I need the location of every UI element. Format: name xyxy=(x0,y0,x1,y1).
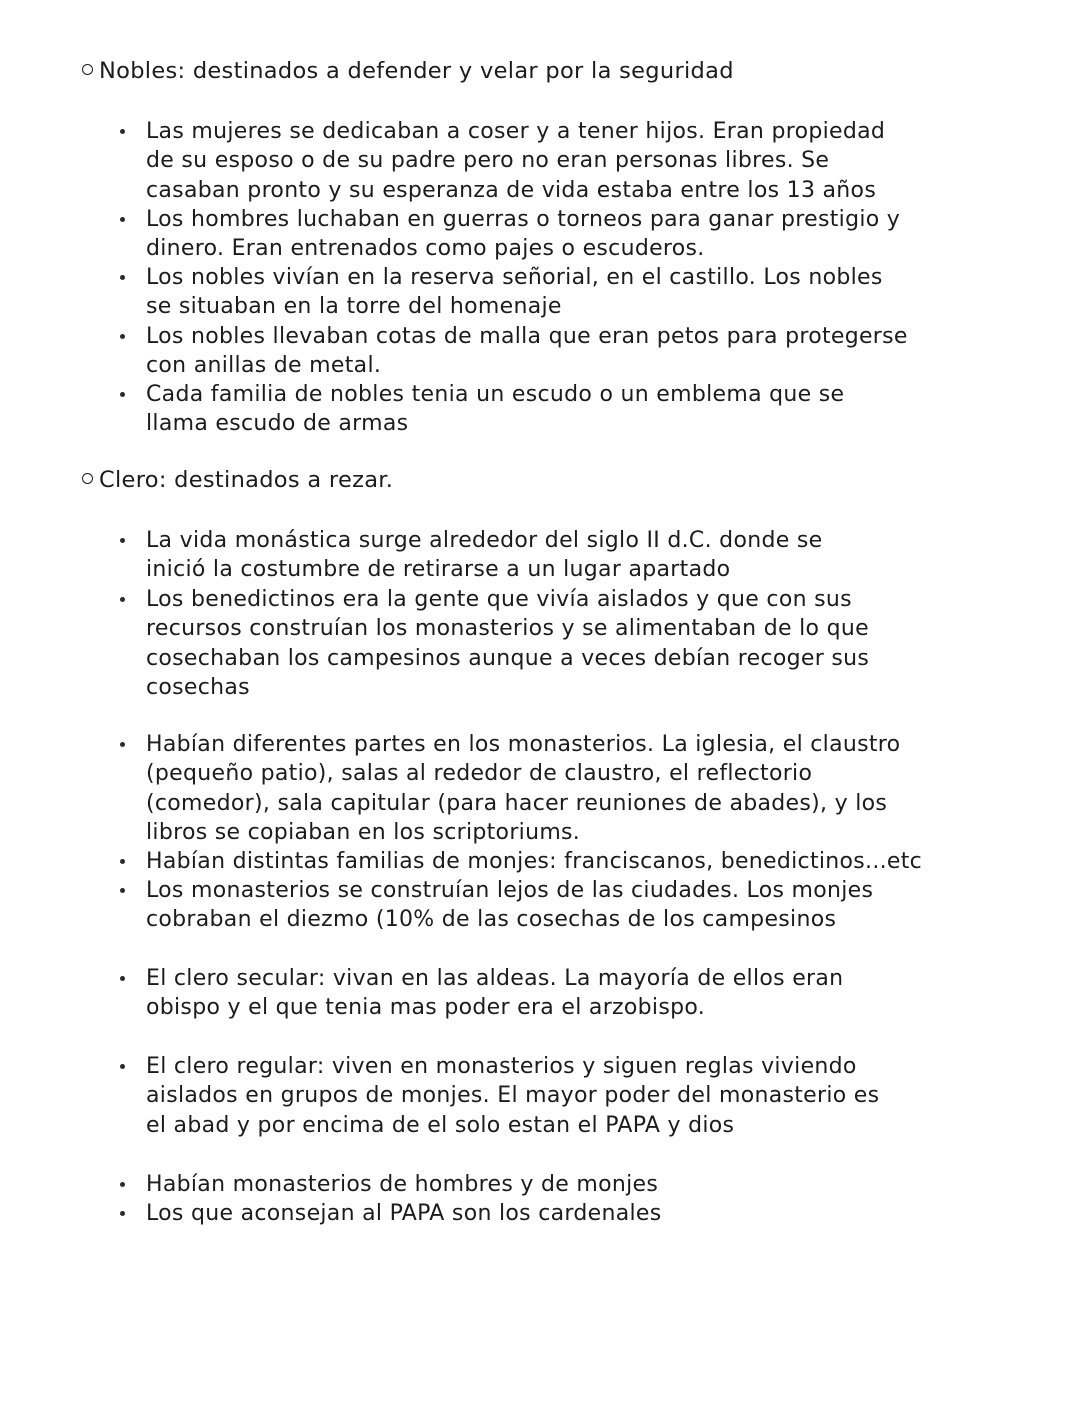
section-heading-clero xyxy=(82,467,393,493)
line-text: cosechaban los campesinos aunque a veces debían recoger sus xyxy=(146,645,870,671)
bullet-icon xyxy=(120,1182,125,1187)
bullet-icon xyxy=(120,275,125,280)
list-item xyxy=(146,1199,661,1228)
list-item xyxy=(146,964,843,1023)
line-text: Habían monasterios de hombres y de monjes xyxy=(146,1172,659,1197)
line-text: Los nobles llevaban cotas de malla que eran petos para protegerse xyxy=(146,324,908,349)
bullet-icon xyxy=(120,129,125,134)
list-item xyxy=(146,380,844,439)
line-text: cosechas xyxy=(146,674,250,700)
bullet-icon xyxy=(120,1064,125,1069)
list-item xyxy=(146,847,922,876)
list-item xyxy=(146,205,900,264)
line-text: de su esposo o de su padre pero no eran personas libres. Se xyxy=(146,148,830,174)
line-text: Los nobles vivían en la reserva señorial, en el castillo. Los nobles xyxy=(146,265,883,290)
line-text: Los hombres luchaban en guerras o torneos para ganar prestigio y xyxy=(146,207,901,232)
list-item xyxy=(146,526,822,585)
section-heading-nobles xyxy=(82,58,734,84)
bullet-icon xyxy=(120,976,125,981)
line-text: aislados en grupos de monjes. El mayor poder del monasterio es xyxy=(146,1083,880,1109)
line-text: (comedor), sala capitular (para hacer reuniones de abades), y los xyxy=(146,790,888,816)
line-text: recursos construían los monasterios y se alimentaban de lo que xyxy=(146,616,869,642)
line-text: con anillas de metal. xyxy=(146,353,382,379)
line-text: dinero. Eran entrenados como pajes o escuderos. xyxy=(146,236,705,262)
bullet-icon xyxy=(120,597,125,602)
bullet-icon xyxy=(120,392,125,397)
line-text: Las mujeres se dedicaban a coser y a tener hijos. Eran propiedad xyxy=(146,119,886,144)
bullet-icon xyxy=(120,859,125,864)
line-text: Habían diferentes partes en los monasterios. La iglesia, el claustro xyxy=(146,732,901,757)
bullet-icon xyxy=(120,888,125,893)
line-text: cobraban el diezmo (10% de las cosechas de los campesinos xyxy=(146,907,837,933)
line-text: El clero secular: vivan en las aldeas. La mayoría de ellos eran xyxy=(146,966,844,991)
bullet-icon xyxy=(120,538,125,543)
heading-text: Nobles: destinados a defender y velar por la seguridad xyxy=(99,58,734,84)
line-text: llama escudo de armas xyxy=(146,411,409,437)
list-item xyxy=(146,1052,879,1140)
line-text: La vida monástica surge alrededor del siglo II d.C. donde se xyxy=(146,528,823,553)
heading-text: Clero: destinados a rezar. xyxy=(99,467,394,493)
line-text: Cada familia de nobles tenia un escudo o un emblema que se xyxy=(146,382,845,407)
line-text: se situaban en la torre del homenaje xyxy=(146,294,562,320)
line-text: libros se copiaban en los scriptoriums. xyxy=(146,819,581,845)
line-text: inició la costumbre de retirarse a un lugar apartado xyxy=(146,557,731,583)
list-item xyxy=(146,263,883,322)
line-text: El clero regular: viven en monasterios y siguen reglas viviendo xyxy=(146,1054,857,1079)
list-item xyxy=(146,322,908,381)
list-item xyxy=(146,1170,658,1199)
line-text: Los que aconsejan al PAPA son los cardenales xyxy=(146,1201,662,1226)
list-item xyxy=(146,876,873,935)
list-item xyxy=(146,585,869,702)
circle-bullet-icon xyxy=(82,64,93,75)
circle-bullet-icon xyxy=(82,473,93,484)
line-text: casaban pronto y su esperanza de vida estaba entre los 13 años xyxy=(146,177,877,203)
line-text: obispo y el que tenia mas poder era el arzobispo. xyxy=(146,995,706,1021)
bullet-icon xyxy=(120,742,125,747)
list-item xyxy=(146,117,885,205)
bullet-icon xyxy=(120,1211,125,1216)
line-text: el abad y por encima de el solo estan el PAPA y dios xyxy=(146,1112,735,1138)
bullet-icon xyxy=(120,334,125,339)
bullet-icon xyxy=(120,217,125,222)
line-text: Habían distintas familias de monjes: franciscanos, benedictinos...etc xyxy=(146,849,923,874)
line-text: (pequeño patio), salas al rededor de claustro, el reflectorio xyxy=(146,761,813,787)
line-text: Los benedictinos era la gente que vivía aislados y que con sus xyxy=(146,587,852,612)
line-text: Los monasterios se construían lejos de las ciudades. Los monjes xyxy=(146,878,874,903)
list-item xyxy=(146,730,900,847)
